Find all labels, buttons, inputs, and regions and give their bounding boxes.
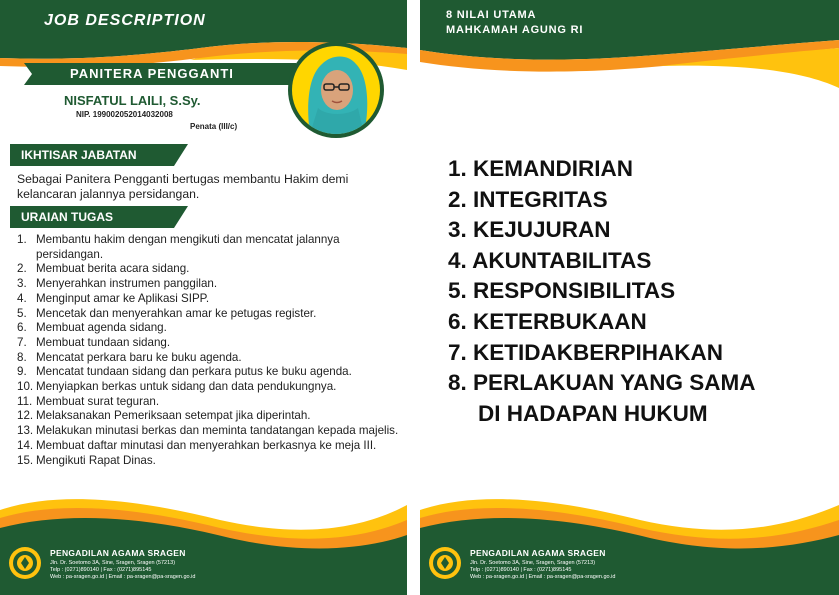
footer-address: Jln. Dr. Soetomo 3A, Sine, Sragen, Sragen (57213): [50, 560, 176, 566]
task-number: 9.: [17, 365, 27, 379]
task-text: Melakukan minutasi berkas dan meminta tandatangan kepada majelis.: [36, 424, 399, 438]
task-text: Melaksanakan Pemeriksaan setempat jika diperintah.: [36, 409, 311, 423]
footer-phone: Telp : (0271)890140 | Fax : (0271)895145: [470, 567, 572, 573]
values-title-line1: 8 NILAI UTAMA: [446, 9, 537, 21]
task-number: 13.: [17, 424, 34, 438]
task-number: 3.: [17, 277, 27, 291]
task-number: 6.: [17, 321, 27, 335]
task-item: [17, 351, 402, 366]
value-item: 2. INTEGRITAS: [448, 186, 608, 212]
tasks-heading: URAIAN TUGAS: [21, 210, 113, 224]
value-item: 1. KEMANDIRIAN: [448, 156, 634, 181]
task-item: [17, 380, 402, 395]
court-logo-icon: [8, 546, 42, 580]
summary-text: Sebagai Panitera Pengganti bertugas membantu Hakim demi kelancaran jalannya persidangan.: [17, 172, 349, 201]
task-text: Menyerahkan instrumen panggilan.: [36, 277, 218, 291]
footer-org-name: PENGADILAN AGAMA SRAGEN: [50, 548, 186, 558]
panel-divider: [407, 0, 420, 595]
task-number: 12.: [17, 409, 34, 423]
employee-photo: [292, 46, 380, 134]
task-item: [17, 321, 402, 336]
value-item: 5. RESPONSIBILITAS: [448, 278, 676, 304]
task-item: [17, 233, 402, 262]
task-item: [17, 439, 402, 454]
task-item: [17, 277, 402, 292]
value-item: 8. PERLAKUAN YANG SAMA: [448, 370, 756, 396]
task-list: [17, 233, 402, 468]
job-description-card: [0, 0, 407, 595]
task-text: Membuat agenda sidang.: [36, 321, 167, 335]
task-item: [17, 262, 402, 277]
task-text: Mengikuti Rapat Dinas.: [36, 453, 156, 467]
employee-rank: Penata (III/c): [190, 122, 238, 131]
core-values-card: [420, 0, 839, 595]
task-text: Membuat surat teguran.: [36, 394, 160, 408]
task-item: [17, 409, 402, 424]
task-text: Mencetak dan menyerahkan amar ke petugas register.: [36, 306, 317, 320]
value-item: 7. KETIDAKBERPIHAKAN: [448, 339, 724, 365]
task-number: 14.: [17, 438, 34, 452]
task-text: Membuat berita acara sidang.: [36, 262, 190, 276]
task-number: 2.: [17, 262, 27, 276]
footer-web: Web : pa-sragen.go.id | Email : pa-sragen@pa-sragen.go.id: [470, 574, 616, 580]
task-number: 7.: [17, 335, 27, 349]
card-title: JOB DESCRIPTION: [44, 12, 206, 29]
value-item: 3. KEJUJURAN: [448, 217, 611, 243]
task-item: [17, 336, 402, 351]
task-text: Membantu hakim dengan mengikuti dan mencatat jalannya persidangan.: [36, 233, 340, 261]
task-number: 8.: [17, 350, 27, 364]
task-text: Mencatat perkara baru ke buku agenda.: [36, 350, 242, 364]
footer-web: Web : pa-sragen.go.id | Email : pa-sragen@pa-sragen.go.id: [50, 574, 196, 580]
task-text: Membuat tundaan sidang.: [36, 335, 171, 349]
employee-nip: NIP. 199002052014032008: [76, 110, 173, 119]
task-text: Membuat daftar minutasi dan menyerahkan berkasnya ke meja III.: [36, 438, 377, 452]
task-number: 4.: [17, 291, 27, 305]
task-number: 10.: [17, 380, 34, 394]
task-text: Menginput amar ke Aplikasi SIPP.: [36, 291, 210, 305]
task-number: 15.: [17, 453, 34, 467]
court-logo-icon: [428, 546, 462, 580]
employee-name: NISFATUL LAILI, S.Sy.: [64, 93, 201, 108]
task-item: [17, 395, 402, 410]
summary-heading: IKHTISAR JABATAN: [21, 148, 137, 162]
value-item-continuation: DI HADAPAN HUKUM: [478, 400, 708, 426]
role-title: PANITERA PENGGANTI: [70, 66, 234, 81]
task-item: [17, 307, 402, 322]
footer-org-name: PENGADILAN AGAMA SRAGEN: [470, 548, 606, 558]
task-item: [17, 424, 402, 439]
task-text: Menyiapkan berkas untuk sidang dan data pendukungnya.: [36, 380, 337, 394]
task-number: 1.: [17, 233, 27, 246]
task-item: [17, 292, 402, 307]
value-item: 4. AKUNTABILITAS: [448, 247, 652, 273]
task-text: Mencatat tundaan sidang dan perkara putus ke buku agenda.: [36, 365, 352, 379]
footer-address: Jln. Dr. Soetomo 3A, Sine, Sragen, Sragen (57213): [470, 560, 596, 566]
task-item: [17, 365, 402, 380]
task-number: 11.: [17, 394, 33, 408]
value-item: 6. KETERBUKAAN: [448, 308, 647, 334]
task-item: [17, 454, 402, 469]
footer-phone: Telp : (0271)890140 | Fax : (0271)895145: [50, 567, 152, 573]
task-number: 5.: [17, 306, 27, 320]
values-list: [448, 154, 838, 429]
values-title-line2: MAHKAMAH AGUNG RI: [446, 24, 584, 36]
